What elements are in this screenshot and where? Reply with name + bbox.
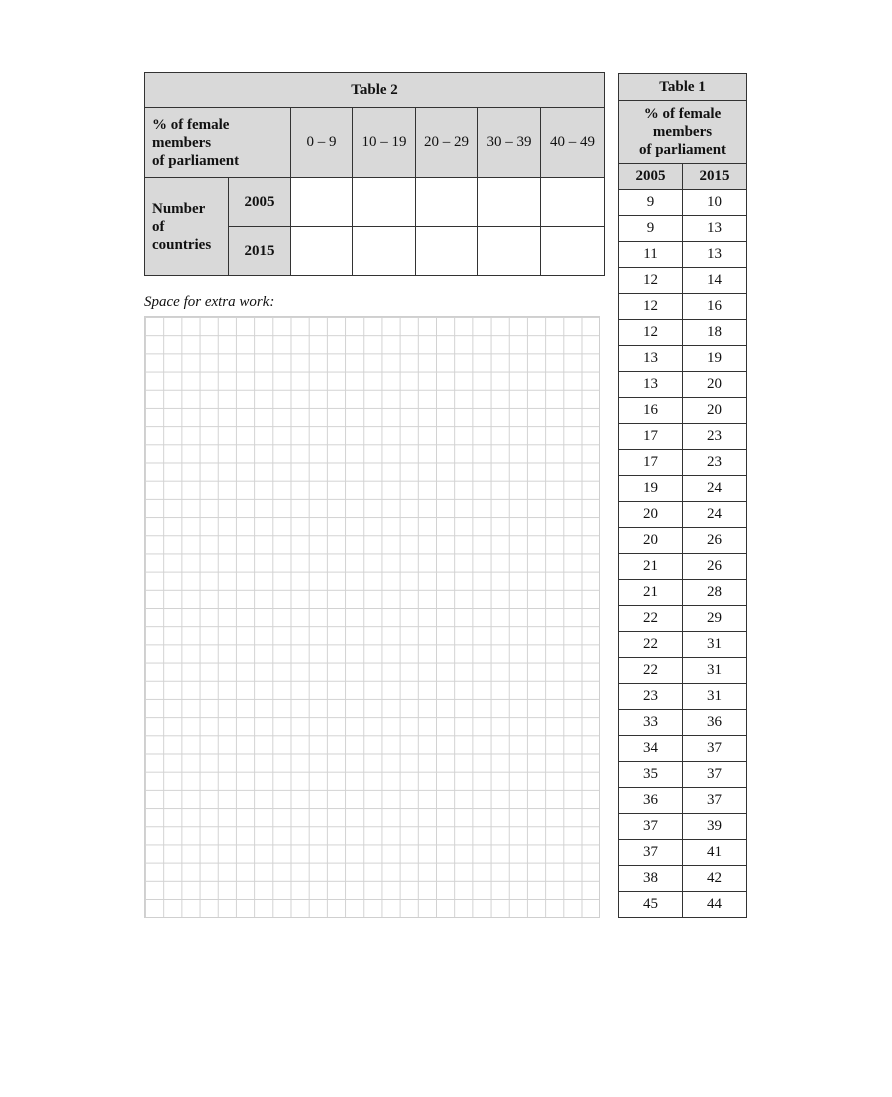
- table-row: [619, 606, 747, 632]
- table-cell: 37: [683, 788, 747, 814]
- table-cell: 37: [683, 762, 747, 788]
- answer-cell[interactable]: [541, 178, 605, 227]
- table-cell: 13: [683, 216, 747, 242]
- table-row: [619, 320, 747, 346]
- table-cell: 14: [683, 268, 747, 294]
- table-cell: 12: [619, 268, 683, 294]
- table-row: [619, 554, 747, 580]
- table-cell: 21: [619, 580, 683, 606]
- table-row: [619, 814, 747, 840]
- table-cell: 26: [683, 554, 747, 580]
- table-cell: 31: [683, 632, 747, 658]
- table-cell: 20: [683, 398, 747, 424]
- table-cell: 37: [619, 840, 683, 866]
- table-cell: 19: [619, 476, 683, 502]
- bin-label: 30 – 39: [478, 108, 541, 178]
- table-cell: 9: [619, 216, 683, 242]
- table-cell: 20: [619, 528, 683, 554]
- table-row: [619, 346, 747, 372]
- answer-cell[interactable]: [478, 227, 541, 276]
- table-cell: 29: [683, 606, 747, 632]
- table-row: [619, 398, 747, 424]
- answer-cell[interactable]: [416, 227, 478, 276]
- table-cell: 12: [619, 320, 683, 346]
- table-row: [619, 476, 747, 502]
- table-row: [619, 528, 747, 554]
- table-cell: 36: [683, 710, 747, 736]
- table-1: [618, 73, 747, 918]
- table-cell: 41: [683, 840, 747, 866]
- table-cell: 16: [619, 398, 683, 424]
- table-row: [619, 892, 747, 918]
- table-cell: 39: [683, 814, 747, 840]
- table-cell: 18: [683, 320, 747, 346]
- extra-work-grid[interactable]: [144, 316, 600, 918]
- table-cell: 37: [619, 814, 683, 840]
- table-2-header-label: % of female members of parliament: [145, 108, 291, 178]
- table-cell: 23: [619, 684, 683, 710]
- answer-cell[interactable]: [416, 178, 478, 227]
- bin-label: 20 – 29: [416, 108, 478, 178]
- table-cell: 31: [683, 658, 747, 684]
- table-cell: 10: [683, 190, 747, 216]
- table-row: [619, 190, 747, 216]
- table-row: [619, 502, 747, 528]
- table-cell: 35: [619, 762, 683, 788]
- table-cell: 12: [619, 294, 683, 320]
- table-2-row-label: Number of countries: [145, 178, 229, 276]
- table-row: [619, 840, 747, 866]
- table-cell: 20: [683, 372, 747, 398]
- table-cell: 33: [619, 710, 683, 736]
- table-row: [619, 632, 747, 658]
- answer-cell[interactable]: [541, 227, 605, 276]
- table-cell: 31: [683, 684, 747, 710]
- column-header-2005: 2005: [619, 164, 683, 190]
- table-row: [619, 216, 747, 242]
- table-cell: 38: [619, 866, 683, 892]
- table-row: [619, 580, 747, 606]
- table-row: [619, 268, 747, 294]
- table-1-title: Table 1: [619, 74, 747, 101]
- bin-label: 0 – 9: [291, 108, 353, 178]
- table-cell: 22: [619, 606, 683, 632]
- extra-work-label: Space for extra work:: [144, 294, 275, 310]
- table-cell: 21: [619, 554, 683, 580]
- table-row: [619, 424, 747, 450]
- table-2-title: Table 2: [145, 73, 605, 108]
- answer-cell[interactable]: [291, 227, 353, 276]
- table-1-body: [619, 190, 747, 918]
- table-cell: 17: [619, 424, 683, 450]
- table-1-subtitle: % of female members of parliament: [619, 101, 747, 164]
- table-cell: 13: [619, 346, 683, 372]
- column-header-2015: 2015: [683, 164, 747, 190]
- table-cell: 23: [683, 424, 747, 450]
- table-cell: 36: [619, 788, 683, 814]
- year-label-2005: 2005: [229, 178, 291, 227]
- table-cell: 37: [683, 736, 747, 762]
- bin-label: 10 – 19: [353, 108, 416, 178]
- table-cell: 16: [683, 294, 747, 320]
- table-row: [619, 866, 747, 892]
- table-row: [619, 762, 747, 788]
- table-row: [619, 788, 747, 814]
- table-cell: 28: [683, 580, 747, 606]
- table-row: [619, 294, 747, 320]
- table-cell: 24: [683, 502, 747, 528]
- answer-cell[interactable]: [353, 178, 416, 227]
- table-cell: 11: [619, 242, 683, 268]
- bin-label: 40 – 49: [541, 108, 605, 178]
- table-row: [619, 710, 747, 736]
- answer-cell[interactable]: [353, 227, 416, 276]
- table-cell: 17: [619, 450, 683, 476]
- table-cell: 22: [619, 658, 683, 684]
- answer-cell[interactable]: [291, 178, 353, 227]
- table-cell: 44: [683, 892, 747, 918]
- table-cell: 20: [619, 502, 683, 528]
- table-cell: 42: [683, 866, 747, 892]
- table-row: [619, 736, 747, 762]
- table-row: [619, 684, 747, 710]
- table-cell: 45: [619, 892, 683, 918]
- table-row: [619, 242, 747, 268]
- table-row: [619, 658, 747, 684]
- table-row: [619, 372, 747, 398]
- year-label-2015: 2015: [229, 227, 291, 276]
- table-row: [619, 450, 747, 476]
- table-cell: 23: [683, 450, 747, 476]
- table-cell: 9: [619, 190, 683, 216]
- table-cell: 24: [683, 476, 747, 502]
- table-cell: 26: [683, 528, 747, 554]
- table-2: [144, 72, 605, 276]
- table-cell: 19: [683, 346, 747, 372]
- answer-cell[interactable]: [478, 178, 541, 227]
- table-cell: 13: [683, 242, 747, 268]
- table-cell: 22: [619, 632, 683, 658]
- table-cell: 13: [619, 372, 683, 398]
- table-cell: 34: [619, 736, 683, 762]
